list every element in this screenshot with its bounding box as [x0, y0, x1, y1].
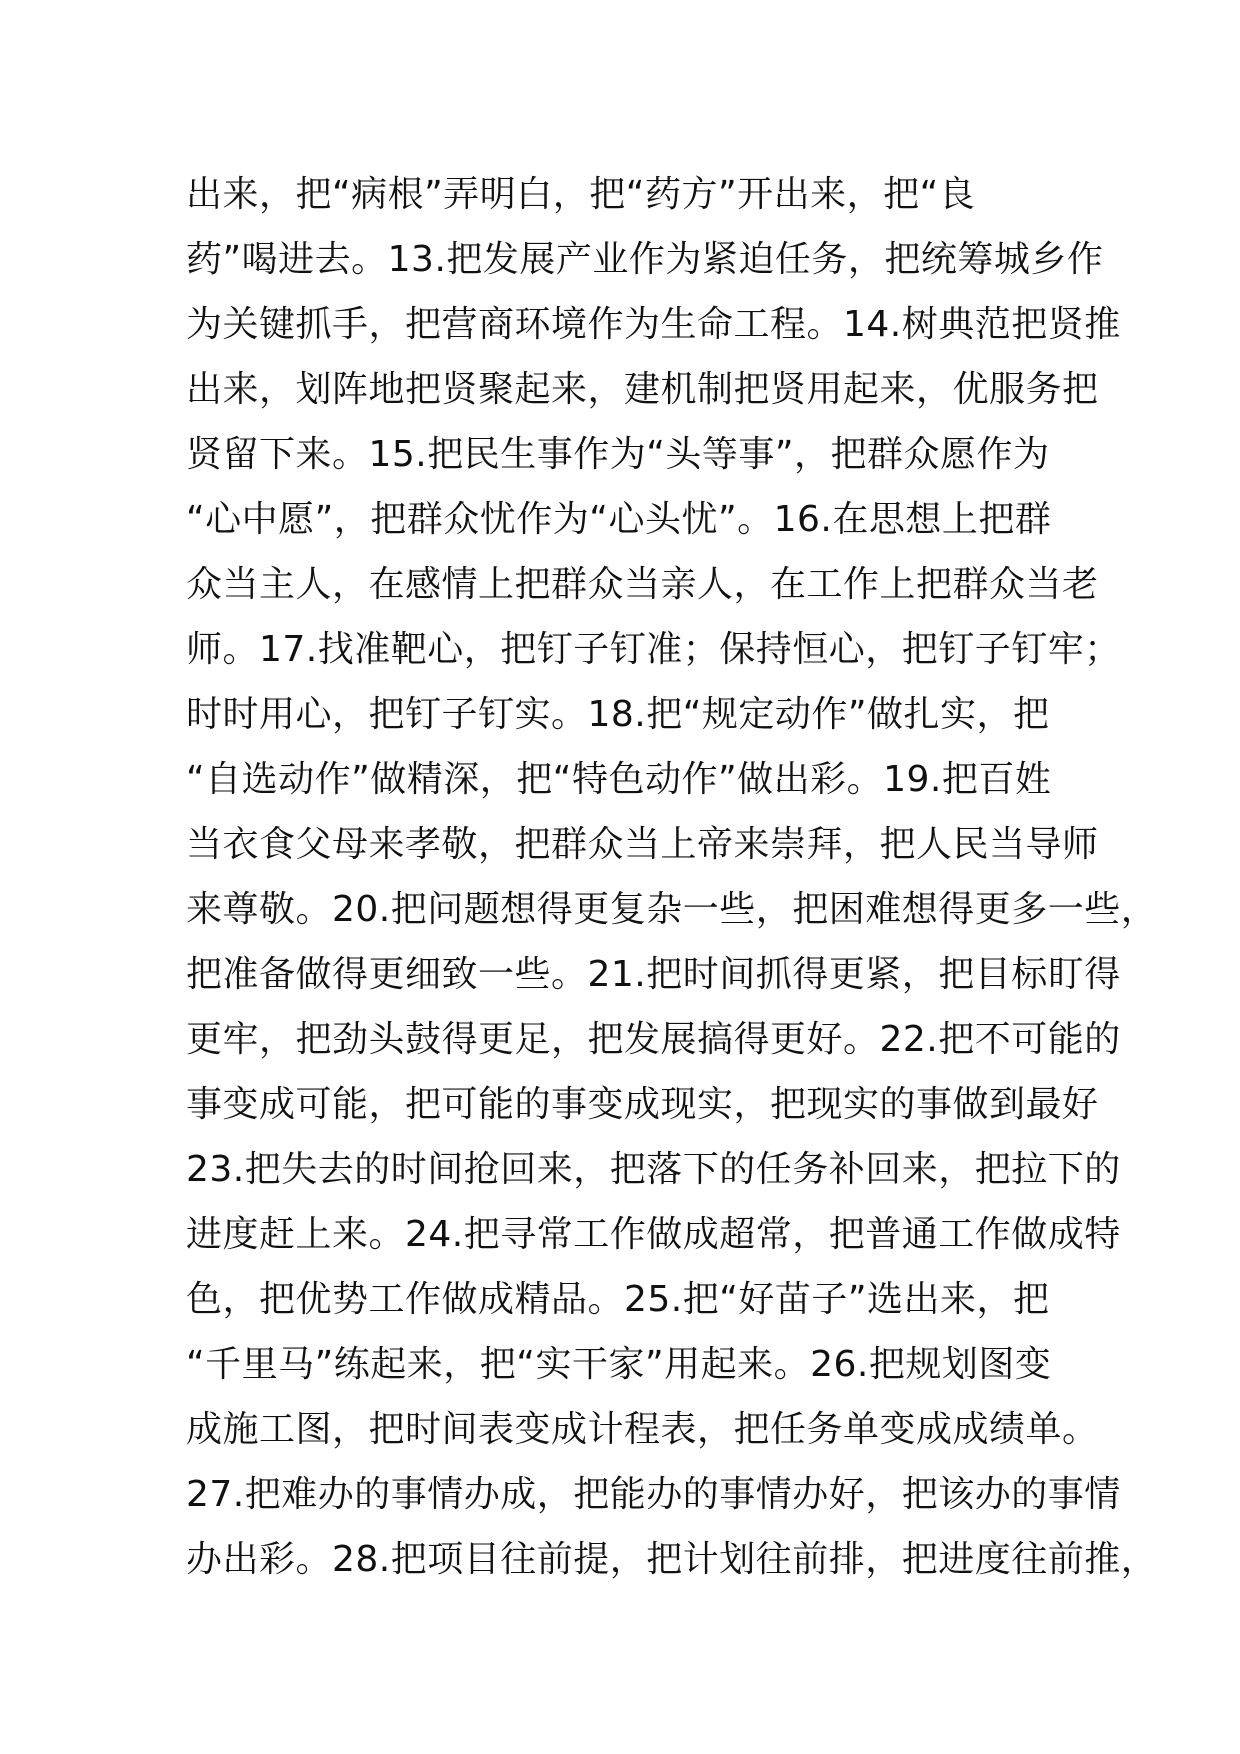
text-line: “自选动作”做精深，把“特色动作”做出彩。19.把百姓 — [186, 759, 1052, 800]
text-line: 师。17.找准靶心，把钉子钉准；保持恒心，把钉子钉牢； — [186, 629, 1121, 670]
text-line: 27.把难办的事情办成，把能办的事情办好，把该办的事情 — [186, 1474, 1121, 1515]
text-line: 更牢，把劲头鼓得更足，把发展搞得更好。22.把不可能的 — [186, 1019, 1121, 1060]
text-line: 时时用心，把钉子钉实。18.把“规定动作”做扎实，把 — [186, 694, 1050, 735]
text-line: “心中愿”，把群众忧作为“心头忧”。16.在思想上把群 — [186, 499, 1052, 540]
text-line: 贤留下来。15.把民生事作为“头等事”，把群众愿作为 — [186, 434, 1050, 475]
text-line: 为关键抓手，把营商环境作为生命工程。14.树典范把贤推 — [186, 304, 1121, 345]
text-line: 办出彩。28.把项目往前提，把计划往前排，把进度往前推， — [186, 1539, 1158, 1580]
text-line: 把准备做得更细致一些。21.把时间抓得更紧，把目标盯得 — [186, 954, 1121, 995]
text-line: 成施工图，把时间表变成计程表，把任务单变成成绩单。 — [186, 1409, 1099, 1450]
text-line: “千里马”练起来，把“实干家”用起来。26.把规划图变 — [186, 1344, 1052, 1385]
body-text — [186, 162, 1158, 1592]
text-line: 众当主人，在感情上把群众当亲人，在工作上把群众当老 — [186, 564, 1099, 605]
text-line: 出来，划阵地把贤聚起来，建机制把贤用起来，优服务把 — [186, 369, 1099, 410]
text-line: 进度赶上来。24.把寻常工作做成超常，把普通工作做成特 — [186, 1214, 1121, 1255]
text-line: 色，把优势工作做成精品。25.把“好苗子”选出来，把 — [186, 1279, 1050, 1320]
text-line: 药”喝进去。13.把发展产业作为紧迫任务，把统筹城乡作 — [186, 239, 1104, 280]
text-line: 23.把失去的时间抢回来，把落下的任务补回来，把拉下的 — [186, 1149, 1121, 1190]
text-line: 事变成可能，把可能的事变成现实，把现实的事做到最好 — [186, 1084, 1099, 1125]
text-line: 出来，把“病根”弄明白，把“药方”开出来，把“良 — [186, 174, 976, 215]
text-line: 当衣食父母来孝敬，把群众当上帝来崇拜，把人民当导师 — [186, 824, 1099, 865]
text-line: 来尊敬。20.把问题想得更复杂一些，把困难想得更多一些， — [186, 889, 1158, 930]
